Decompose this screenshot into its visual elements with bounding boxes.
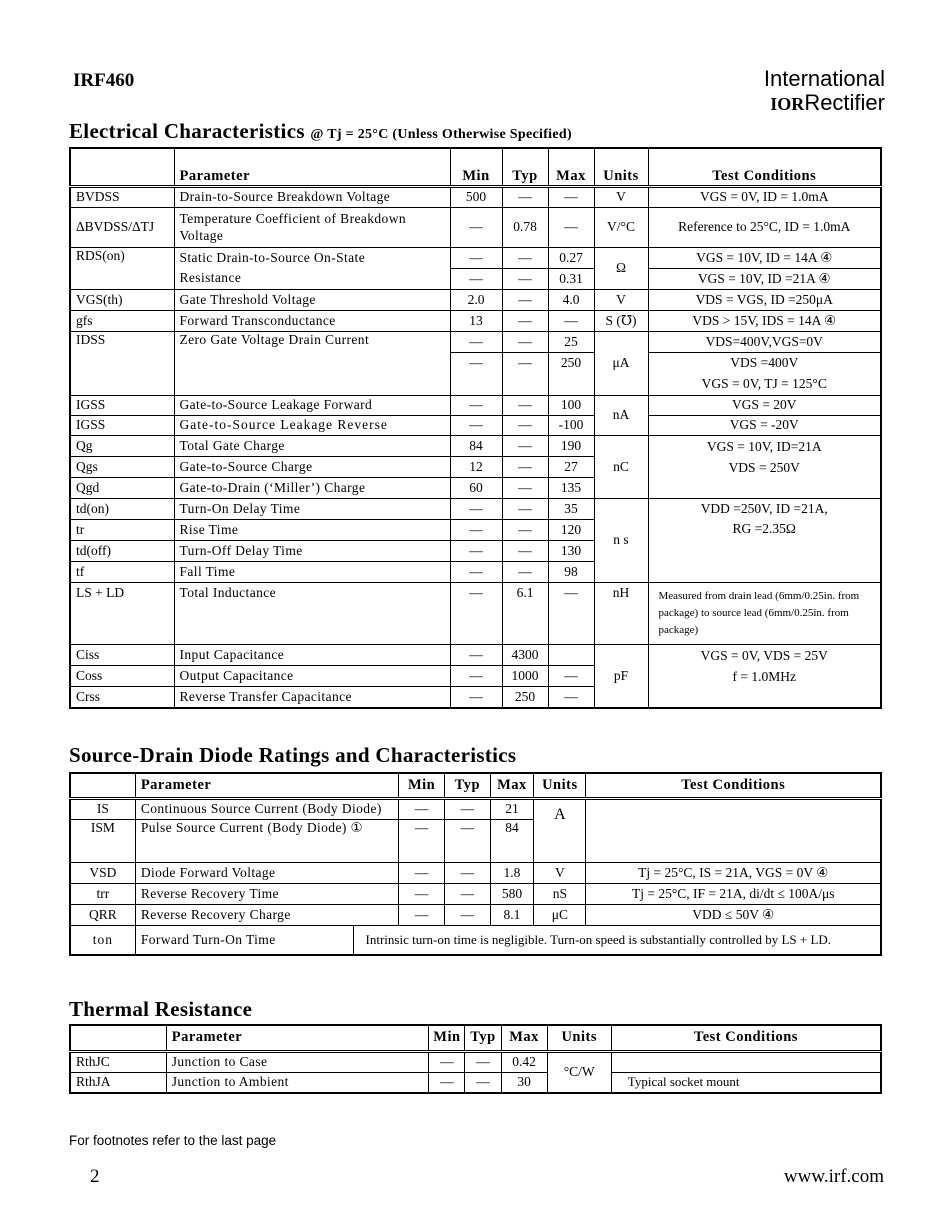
typ: — (444, 862, 490, 883)
condition: VGS = -20V (648, 415, 881, 435)
typ: — (502, 498, 548, 519)
table-row (70, 1072, 881, 1093)
min: — (399, 798, 445, 819)
min: — (450, 582, 502, 644)
min: — (450, 247, 502, 268)
condition: VDS =400V (648, 352, 881, 373)
typ: 0.78 (502, 207, 548, 247)
logo-line2: Rectifier (804, 90, 885, 115)
symbol: Ciss (70, 644, 174, 665)
parameter: Pulse Source Current (Body Diode) ① (135, 819, 398, 862)
units: V (594, 289, 648, 310)
parameter: Reverse Transfer Capacitance (174, 686, 450, 708)
table-row (70, 268, 881, 289)
parameter: Gate-to-Source Leakage Reverse (174, 415, 450, 435)
typ: — (502, 268, 548, 289)
max: 30 (501, 1072, 547, 1093)
condition: VGS = 0V, ID = 1.0mA (648, 186, 881, 207)
diode-table (69, 772, 882, 956)
col-parameter: Parameter (135, 773, 398, 798)
typ: — (444, 819, 490, 862)
parameter: Turn-On Delay Time (174, 498, 450, 519)
table-row (70, 582, 881, 644)
company-logo (745, 66, 885, 115)
table-row (70, 883, 881, 904)
symbol: QRR (70, 904, 135, 925)
units: nS (534, 883, 586, 904)
website-url[interactable]: www.irf.com (783, 1166, 884, 1187)
condition-line: VGS = 0V, VDS = 25V (700, 647, 828, 663)
max: 84 (490, 819, 534, 862)
min: — (450, 498, 502, 519)
parameter: Gate-to-Drain (‘Miller’) Charge (174, 477, 450, 498)
parameter: Gate-to-Source Charge (174, 456, 450, 477)
table-row (70, 247, 881, 268)
condition: Tj = 25°C, IF = 21A, di/dt ≤ 100A/μs (586, 883, 881, 904)
table-row (70, 415, 881, 435)
min: 500 (450, 186, 502, 207)
min: — (450, 268, 502, 289)
typ: — (502, 519, 548, 540)
parameter: Total Gate Charge (174, 435, 450, 456)
min: — (399, 883, 445, 904)
symbol: ISM (70, 819, 135, 862)
symbol: Qg (70, 435, 174, 456)
symbol: Coss (70, 665, 174, 686)
symbol: RthJA (70, 1072, 166, 1093)
min: — (399, 819, 445, 862)
symbol: td(on) (70, 498, 174, 519)
typ: — (444, 798, 490, 819)
typ: — (502, 352, 548, 373)
max: 8.1 (490, 904, 534, 925)
symbol: BVDSS (70, 186, 174, 207)
max: 190 (548, 435, 594, 456)
max: 27 (548, 456, 594, 477)
min: — (450, 644, 502, 665)
logo-line1: International (763, 66, 885, 91)
col-max: Max (490, 773, 534, 798)
min: — (450, 352, 502, 373)
col-symbol (70, 773, 135, 798)
units: V (594, 186, 648, 207)
part-number: IRF460 (73, 70, 135, 91)
symbol: trr (70, 883, 135, 904)
symbol: Crss (70, 686, 174, 708)
max: 130 (548, 540, 594, 561)
max: 98 (548, 561, 594, 582)
col-max: Max (501, 1025, 547, 1051)
typ: — (502, 331, 548, 352)
units: V/°C (594, 207, 648, 247)
parameter: Junction to Case (166, 1051, 429, 1072)
units: nH (594, 582, 648, 644)
col-typ: Typ (465, 1025, 501, 1051)
typ: — (502, 415, 548, 435)
max: — (548, 310, 594, 331)
condition-line: VGS = 10V, ID=21A (706, 438, 822, 454)
units: μA (594, 331, 648, 395)
parameter: Rise Time (174, 519, 450, 540)
max: — (548, 186, 594, 207)
parameter: Gate Threshold Voltage (174, 289, 450, 310)
min: — (450, 331, 502, 352)
max: 35 (548, 498, 594, 519)
max: 100 (548, 395, 594, 415)
condition (648, 435, 881, 498)
min: — (450, 395, 502, 415)
table-row (70, 925, 881, 955)
typ: — (465, 1051, 501, 1072)
col-units: Units (547, 1025, 611, 1051)
typ: — (444, 904, 490, 925)
col-test-conditions: Test Conditions (586, 773, 881, 798)
max (548, 644, 594, 665)
typ: — (444, 883, 490, 904)
symbol: IGSS (70, 415, 174, 435)
min: — (450, 686, 502, 708)
parameter: Fall Time (174, 561, 450, 582)
parameter: Gate-to-Source Leakage Forward (174, 395, 450, 415)
parameter: Total Inductance (174, 582, 450, 644)
max: 580 (490, 883, 534, 904)
min: — (399, 862, 445, 883)
symbol: RDS(on) (70, 247, 174, 289)
units: nC (594, 435, 648, 498)
min: — (429, 1051, 465, 1072)
max: 25 (548, 331, 594, 352)
typ: — (502, 561, 548, 582)
col-symbol (70, 148, 174, 186)
col-units: Units (594, 148, 648, 186)
symbol: tr (70, 519, 174, 540)
condition: Tj = 25°C, IS = 21A, VGS = 0V ④ (586, 862, 881, 883)
typ: — (502, 477, 548, 498)
max: -100 (548, 415, 594, 435)
max: 135 (548, 477, 594, 498)
col-typ: Typ (502, 148, 548, 186)
units: nA (594, 395, 648, 435)
min: — (450, 540, 502, 561)
typ: — (465, 1072, 501, 1093)
typ: — (502, 435, 548, 456)
parameter: Resistance (174, 268, 450, 289)
min: 2.0 (450, 289, 502, 310)
parameter: Static Drain-to-Source On-State (174, 247, 450, 268)
condition: VDS > 15V, IDS = 14A ④ (648, 310, 881, 331)
electrical-title (69, 119, 572, 144)
col-parameter: Parameter (166, 1025, 429, 1051)
parameter: Diode Forward Voltage (135, 862, 398, 883)
table-row (70, 289, 881, 310)
symbol: tf (70, 561, 174, 582)
table-row (70, 498, 881, 519)
col-test-conditions: Test Conditions (648, 148, 881, 186)
units: S (℧) (594, 310, 648, 331)
parameter: Drain-to-Source Breakdown Voltage (174, 186, 450, 207)
typ: 4300 (502, 644, 548, 665)
table-row (70, 862, 881, 883)
max: 0.27 (548, 247, 594, 268)
symbol: RthJC (70, 1051, 166, 1072)
symbol: ton (70, 925, 135, 955)
col-min: Min (450, 148, 502, 186)
units: pF (594, 644, 648, 708)
symbol: IGSS (70, 395, 174, 415)
typ: — (502, 310, 548, 331)
max: — (548, 665, 594, 686)
typ: 1000 (502, 665, 548, 686)
units: n s (594, 498, 648, 582)
parameter: Output Capacitance (174, 665, 450, 686)
condition: VGS = 0V, TJ = 125°C (648, 373, 881, 395)
thermal-table (69, 1024, 882, 1094)
condition: Typical socket mount (611, 1072, 881, 1093)
condition-line: VDD =250V, ID =21A, (700, 500, 828, 516)
col-test-conditions: Test Conditions (611, 1025, 881, 1051)
condition: VGS = 10V, ID = 14A ④ (648, 247, 881, 268)
table-row (70, 395, 881, 415)
table-row (70, 331, 881, 352)
max: 0.42 (501, 1051, 547, 1072)
condition-line: f = 1.0MHz (732, 668, 796, 684)
parameter: Temperature Coefficient of Breakdown Voltage (174, 207, 450, 247)
electrical-title-text: Electrical Characteristics (69, 119, 305, 143)
typ: — (502, 540, 548, 561)
parameter: Turn-Off Delay Time (174, 540, 450, 561)
col-min: Min (429, 1025, 465, 1051)
symbol: IDSS (70, 331, 174, 395)
condition: VDS=400V,VGS=0V (648, 331, 881, 352)
parameter: Zero Gate Voltage Drain Current (174, 331, 450, 395)
electrical-table (69, 147, 882, 709)
condition-line: RG =2.35Ω (732, 520, 796, 536)
min: — (450, 519, 502, 540)
symbol: gfs (70, 310, 174, 331)
parameter: Forward Turn-On Time (135, 925, 353, 955)
table-row (70, 310, 881, 331)
table-row (70, 1051, 881, 1072)
table-row (70, 435, 881, 456)
typ: — (502, 186, 548, 207)
table-row (70, 644, 881, 665)
parameter: Junction to Ambient (166, 1072, 429, 1093)
symbol: LS + LD (70, 582, 174, 644)
max: 250 (548, 352, 594, 373)
table-row (70, 798, 881, 819)
symbol: Qgd (70, 477, 174, 498)
max: 1.8 (490, 862, 534, 883)
parameter: Forward Transconductance (174, 310, 450, 331)
condition-line: VDS = 250V (728, 459, 800, 475)
units: °C/W (547, 1051, 611, 1093)
col-max: Max (548, 148, 594, 186)
col-parameter: Parameter (174, 148, 450, 186)
parameter: Reverse Recovery Time (135, 883, 398, 904)
condition: VDD ≤ 50V ④ (586, 904, 881, 925)
symbol: VGS(th) (70, 289, 174, 310)
max: — (548, 207, 594, 247)
condition (648, 644, 881, 708)
condition (648, 498, 881, 582)
typ: 250 (502, 686, 548, 708)
symbol: IS (70, 798, 135, 819)
table-row (70, 904, 881, 925)
min: 60 (450, 477, 502, 498)
units: A (534, 798, 586, 862)
max: 0.31 (548, 268, 594, 289)
min: 13 (450, 310, 502, 331)
col-typ: Typ (444, 773, 490, 798)
condition: Reference to 25°C, ID = 1.0mA (648, 207, 881, 247)
condition (611, 1051, 881, 1072)
typ: 6.1 (502, 582, 548, 644)
min: — (450, 561, 502, 582)
parameter: Input Capacitance (174, 644, 450, 665)
symbol: Qgs (70, 456, 174, 477)
min: — (399, 904, 445, 925)
condition: VGS = 10V, ID =21A ④ (648, 268, 881, 289)
col-units: Units (534, 773, 586, 798)
table-row (70, 186, 881, 207)
min: 84 (450, 435, 502, 456)
symbol: VSD (70, 862, 135, 883)
condition: VGS = 20V (648, 395, 881, 415)
typ: — (502, 395, 548, 415)
min: — (429, 1072, 465, 1093)
max: 21 (490, 798, 534, 819)
min: — (450, 665, 502, 686)
typ: — (502, 456, 548, 477)
condition: VDS = VGS, ID =250μA (648, 289, 881, 310)
units: V (534, 862, 586, 883)
parameter: Continuous Source Current (Body Diode) (135, 798, 398, 819)
symbol: td(off) (70, 540, 174, 561)
table-row (70, 207, 881, 247)
thermal-title: Thermal Resistance (69, 997, 253, 1021)
parameter: Reverse Recovery Charge (135, 904, 398, 925)
symbol: ΔBVDSS/ΔTJ (70, 207, 174, 247)
condition (586, 798, 881, 862)
diode-title: Source-Drain Diode Ratings and Characteristics (69, 743, 517, 767)
min: 12 (450, 456, 502, 477)
min: — (450, 207, 502, 247)
min: — (450, 415, 502, 435)
col-symbol (70, 1025, 166, 1051)
typ: — (502, 247, 548, 268)
typ: — (502, 289, 548, 310)
page-number: 2 (90, 1166, 100, 1187)
max: — (548, 686, 594, 708)
condition: Intrinsic turn-on time is negligible. Turn-on speed is substantially controlled by LS + LD. (353, 925, 881, 955)
condition: Measured from drain lead (6mm/0.25in. from package) to source lead (6mm/0.25in. from package) (648, 582, 881, 644)
units: Ω (594, 247, 648, 289)
max: — (548, 582, 594, 644)
max: 4.0 (548, 289, 594, 310)
electrical-subtitle: @ Tj = 25°C (Unless Otherwise Specified) (310, 127, 572, 142)
col-min: Min (399, 773, 445, 798)
footnote-note: For footnotes refer to the last page (69, 1133, 277, 1148)
units: μC (534, 904, 586, 925)
logo-ior: IOR (770, 94, 805, 114)
max: 120 (548, 519, 594, 540)
